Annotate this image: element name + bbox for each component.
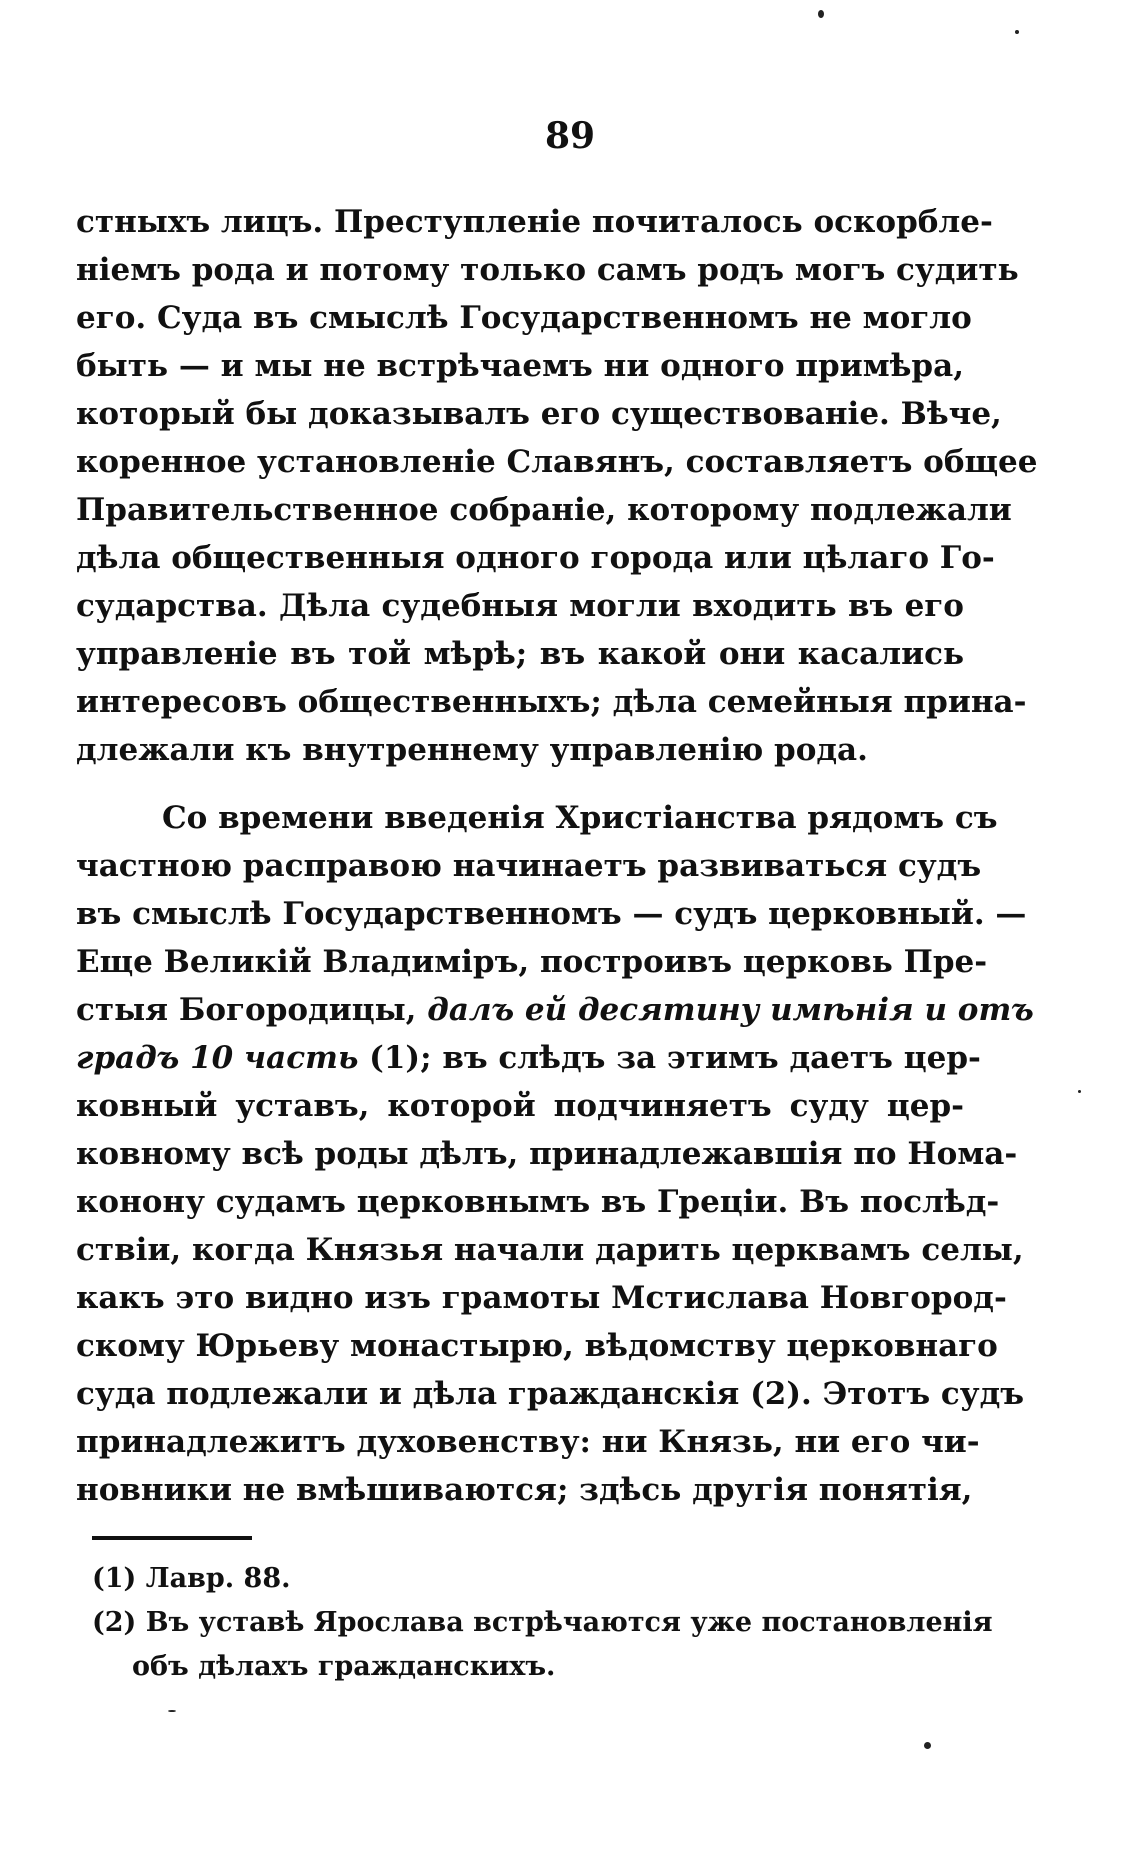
text-line: конону судамъ церковнымъ въ Греціи. Въ послѣд- [76, 1184, 1000, 1220]
footnote-2-continuation: объ дѣлахъ гражданскихъ. [132, 1651, 556, 1682]
text-run: (1); въ слѣдъ за этимъ даетъ цер- [358, 1040, 981, 1076]
speck [818, 10, 824, 18]
text-line: быть — и мы не встрѣчаемъ ни одного примѣра, [76, 348, 964, 384]
text-line: длежали къ внутреннему управленію рода. [76, 732, 868, 768]
text-line: принадлежитъ духовенству: ни Князь, ни его чи- [76, 1424, 980, 1460]
text-line: ковный уставъ, которой подчиняетъ суду цер- [76, 1088, 964, 1124]
text-line: стныхъ лицъ. Преступленіе почиталось оскорбле- [76, 204, 993, 240]
speck [924, 1742, 931, 1749]
text-line: суда подлежали и дѣла гражданскія (2). Этотъ судъ [76, 1376, 1025, 1412]
text-line: его. Суда въ смыслѣ Государственномъ не могло [76, 300, 972, 336]
footnote-separator [92, 1536, 252, 1540]
text-line: ковному всѣ роды дѣлъ, принадлежавшія по Нома- [76, 1136, 1018, 1172]
page-number: 89 [544, 115, 596, 157]
text-line: скому Юрьеву монастырю, вѣдомству церковнаго [76, 1328, 998, 1364]
text-line: сударства. Дѣла судебныя могли входить въ его [76, 588, 964, 624]
text-line: коренное установленіе Славянъ, составляетъ общее [76, 444, 1038, 480]
text-line: ствіи, когда Князья начали дарить церквамъ селы, [76, 1232, 1024, 1268]
text-line [76, 1034, 981, 1082]
speck [1078, 1090, 1081, 1093]
text-line [76, 986, 1034, 1034]
text-line: который бы доказывалъ его существованіе. Вѣче, [76, 396, 1002, 432]
speck [1015, 30, 1019, 34]
text-line: какъ это видно изъ грамоты Мстислава Новгород- [76, 1280, 1007, 1316]
italic-quote: далъ ей десятину имѣнія и отъ [427, 992, 1034, 1028]
footnote-1: (1) Лавр. 88. [92, 1563, 291, 1594]
text-line: Еще Великій Владиміръ, построивъ церковь Пре- [76, 944, 988, 980]
paragraph [76, 198, 1038, 774]
text-line: ніемъ рода и потому только самъ родъ могъ судить [76, 252, 1019, 288]
text-line: интересовъ общественныхъ; дѣла семейныя прина- [76, 684, 1027, 720]
text-line: въ смыслѣ Государственномъ — судъ церковный. — [76, 896, 1027, 932]
speck [168, 1710, 176, 1712]
footnote-2: (2) Въ уставѣ Ярослава встрѣчаются уже постановленія [92, 1607, 993, 1638]
text-line: управленіе въ той мѣрѣ; въ какой они касались [76, 636, 964, 672]
paragraph [76, 794, 1034, 1514]
footnotes [92, 1557, 993, 1689]
text-line: частною расправою начинаетъ развиваться судъ [76, 848, 982, 884]
text-run: стыя Богородицы, [76, 992, 428, 1028]
text-line: дѣла общественныя одного города или цѣлаго Го- [76, 540, 995, 576]
main-text [76, 198, 1038, 1514]
text-line: Правительственное собраніе, которому подлежали [76, 492, 1012, 528]
text-line: новники не вмѣшиваются; здѣсь другія понятія, [76, 1472, 973, 1508]
paragraph-gap [76, 774, 964, 794]
text-line: Со времени введенія Христіанства рядомъ съ [162, 800, 998, 836]
italic-quote: градъ 10 часть [76, 1040, 359, 1076]
